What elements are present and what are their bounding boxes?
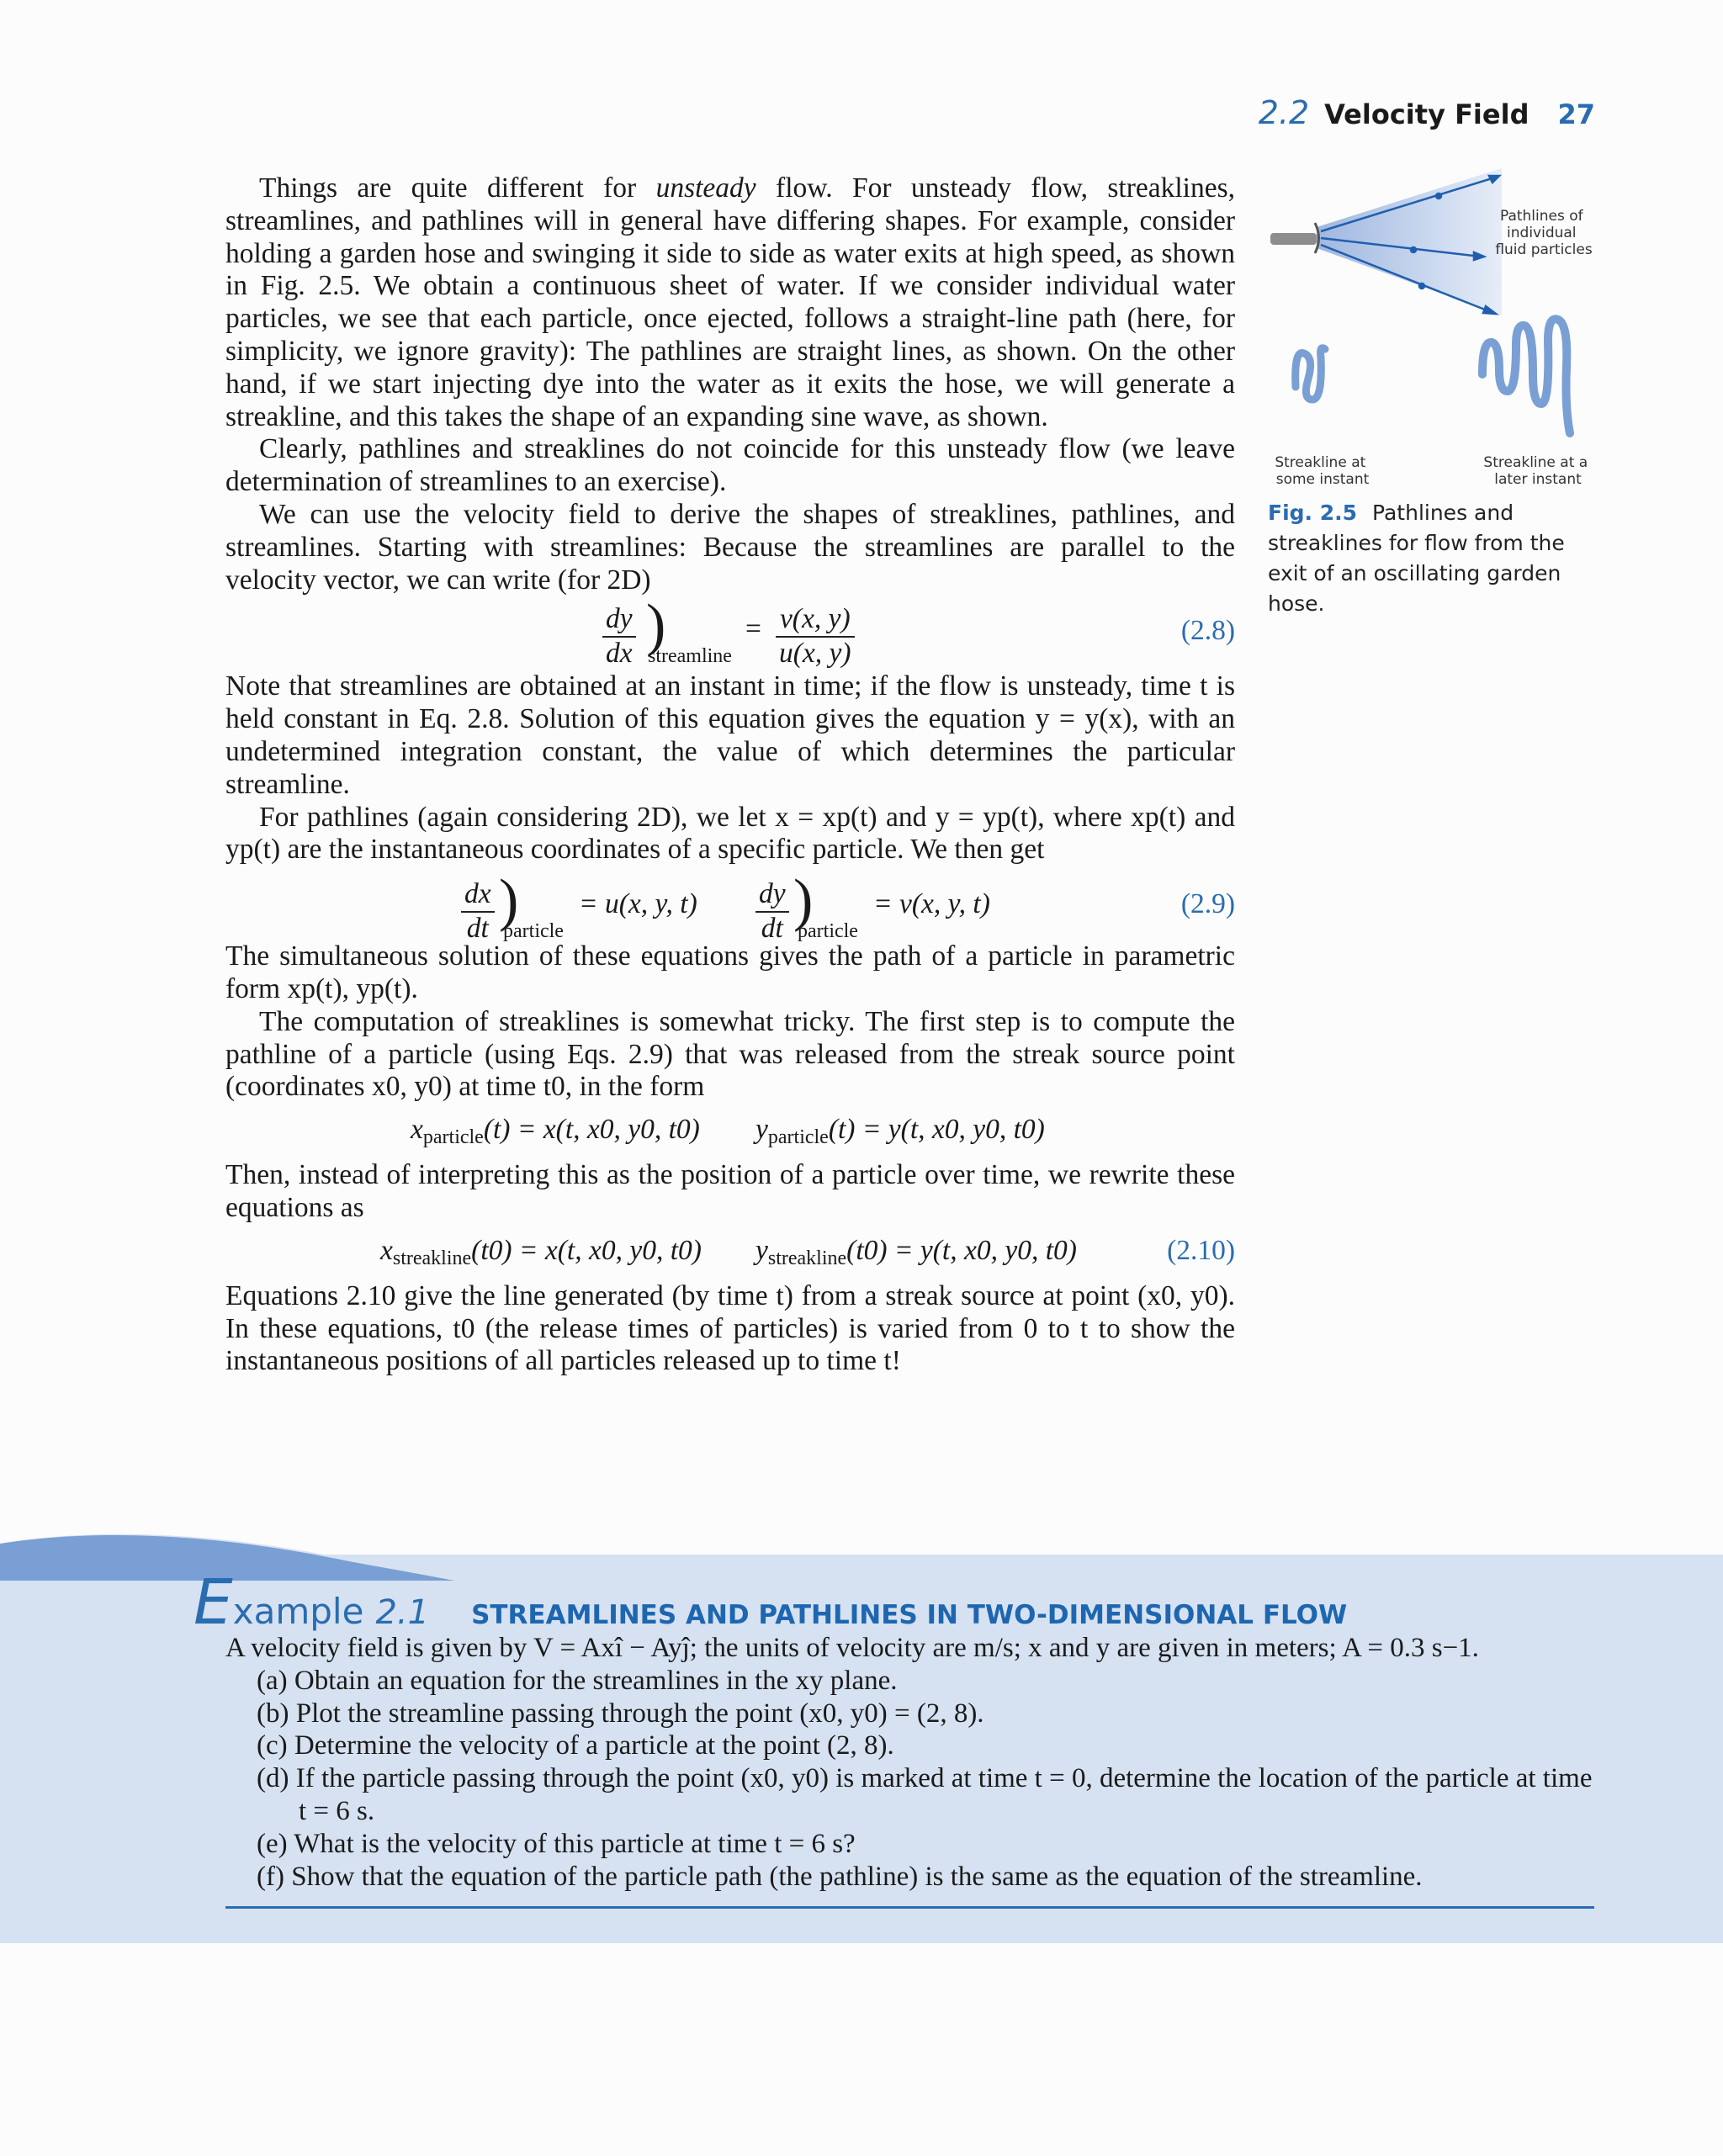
main-text [225, 172, 1235, 1378]
list-item: (c) Determine the velocity of a particle at the point (2, 8). [257, 1730, 894, 1761]
section-number: 2.2 [1258, 94, 1310, 131]
equation-number: (2.9) [1180, 888, 1235, 920]
paragraph: Then, instead of interpreting this as the position of a particle over time, we rewrite these equations as [225, 1159, 1235, 1223]
figure-2-5 [1262, 147, 1603, 517]
equation-2-10: $x_{streakline}(t0) = x(t$, x0, y0, t0) $y_{streakline}(t0) = y(t$, x0, y0, t0) (2.10) [380, 1234, 1235, 1269]
example-title: STREAMLINES AND PATHLINES IN TWO-DIMENSIONAL FLOW [471, 1600, 1348, 1630]
paragraph: For pathlines (again considering 2D), we let x = xp(t) and y = yp(t), where xp(t) and yp(t) are the instantaneous coordinates of a specific particle. We then get [225, 801, 1235, 866]
example-questions [225, 1665, 1597, 1894]
hose-icon [1270, 233, 1317, 245]
figure-caption: Fig. 2.5 Pathlines and streaklines for flow from the exit of an oscillating garden hose. [1268, 501, 1565, 616]
equation-number: (2.8) [1180, 615, 1235, 647]
paragraph: Equations 2.10 give the line generated (by time t) from a streak source at point (x0, y0). In these equations, t0 (the release times of particles) is varied from 0 to t to show the instantaneous positions of all particles released up to time t! [225, 1279, 1235, 1377]
figure-label: Fig. 2.5 [1268, 501, 1358, 525]
section-title: Velocity Field [1324, 98, 1529, 130]
page-number: 27 [1557, 98, 1595, 130]
running-header [1259, 94, 1595, 136]
divider [225, 1906, 1594, 1909]
paragraph: The simultaneous solution of these equations gives the path of a particle in parametric form xp(t), yp(t). [225, 940, 1235, 1004]
example-intro: A velocity field is given by V = Axî − Ayĵ; the units of velocity are m/s; x and y are given in meters; A = 0.3 s−1. [225, 1633, 1479, 1663]
example-body [225, 1632, 1597, 1893]
list-item: (d) If the particle passing through the point (x0, y0) is marked at time t = 0, determine the location of the particle at time t = 6 s. [257, 1763, 1593, 1826]
paragraph: Clearly, pathlines and streaklines do not coincide for this unsteady flow (we leave determination of streamlines to an exercise). [225, 433, 1235, 498]
paragraph: Note that streamlines are obtained at an instant in time; if the flow is unsteady, time t is held constant in Eq. 2.8. Solution of this equation gives the equation y = y(x), with an undetermined integration constant, the value of which determines the particular streamline. [225, 670, 1235, 800]
equation-particle: $x_{particle}(t) = x(t$, x0, y0, t0) $y_{particle}(t) = y(t$, x0, y0, t0) [411, 1114, 1045, 1149]
example-number: 2.1 [375, 1593, 430, 1632]
label-streak-left: Streakline at some instant [1275, 454, 1370, 488]
list-item: (e) What is the velocity of this particle at time t = 6 s? [257, 1828, 856, 1859]
streakline-later [1482, 319, 1570, 433]
equation-number: (2.10) [1167, 1234, 1235, 1266]
label-streak-right: Streakline at a later instant [1483, 454, 1588, 488]
list-item: (f) Show that the equation of the particle path (the pathline) is the same as the equation of the streamline. [257, 1861, 1423, 1892]
list-item: (a) Obtain an equation for the streamlines in the xy plane. [257, 1665, 898, 1696]
paragraph: We can use the velocity field to derive the shapes of streaklines, pathlines, and streamlines. Starting with streamlines: Because the streamlines are parallel to the velocity vector, we can write (for 2D) [225, 498, 1235, 596]
equation-2-9: $\frac{dx}{dt}$ ) particle = u(x, y, t) $\frac{dy}{dt}$ ) particle = v(x, y, t) (2.9) [225, 866, 1235, 940]
paragraph: The computation of streaklines is somewhat tricky. The first step is to compute the pathline of a particle (using Eqs. 2.9) that was released from the streak source point (coordinates x0, y0) at time t0, in the form [225, 1005, 1235, 1103]
streakline-early [1296, 348, 1325, 400]
list-item: (b) Plot the streamline passing through the point (x0, y0) = (2, 8). [257, 1698, 984, 1729]
equation-2-8: $\frac{dy}{dx}$ ) streamline = $\frac{v(x, y)}{u(x, y)}$ (2.8) [225, 596, 1235, 670]
example-heading: E xample 2.1 STREAMLINES AND PATHLINES IN TWO-DIMENSIONAL FLOW [194, 1566, 1348, 1639]
paragraph: Things are quite different for unsteady flow. For unsteady flow, streaklines, streamlines, and pathlines will in general have differing shapes. For example, consider holding a garden hose and swinging it side to side as water exits at high speed, as shown in Fig. 2.5. We obtain a continuous sheet of water. If we consider individual water particles, we see that each particle, once ejected, follows a straight-line path (here, for simplicity, we ignore gravity): The pathlines are straight lines, as shown. On the other hand, if we start injecting dye into the water as it exits the hose, we will generate a streakline, and this takes the shape of an expanding sine wave, as shown. [225, 172, 1235, 432]
label-pathlines: Pathlines of individual fluid particles [1495, 208, 1593, 258]
